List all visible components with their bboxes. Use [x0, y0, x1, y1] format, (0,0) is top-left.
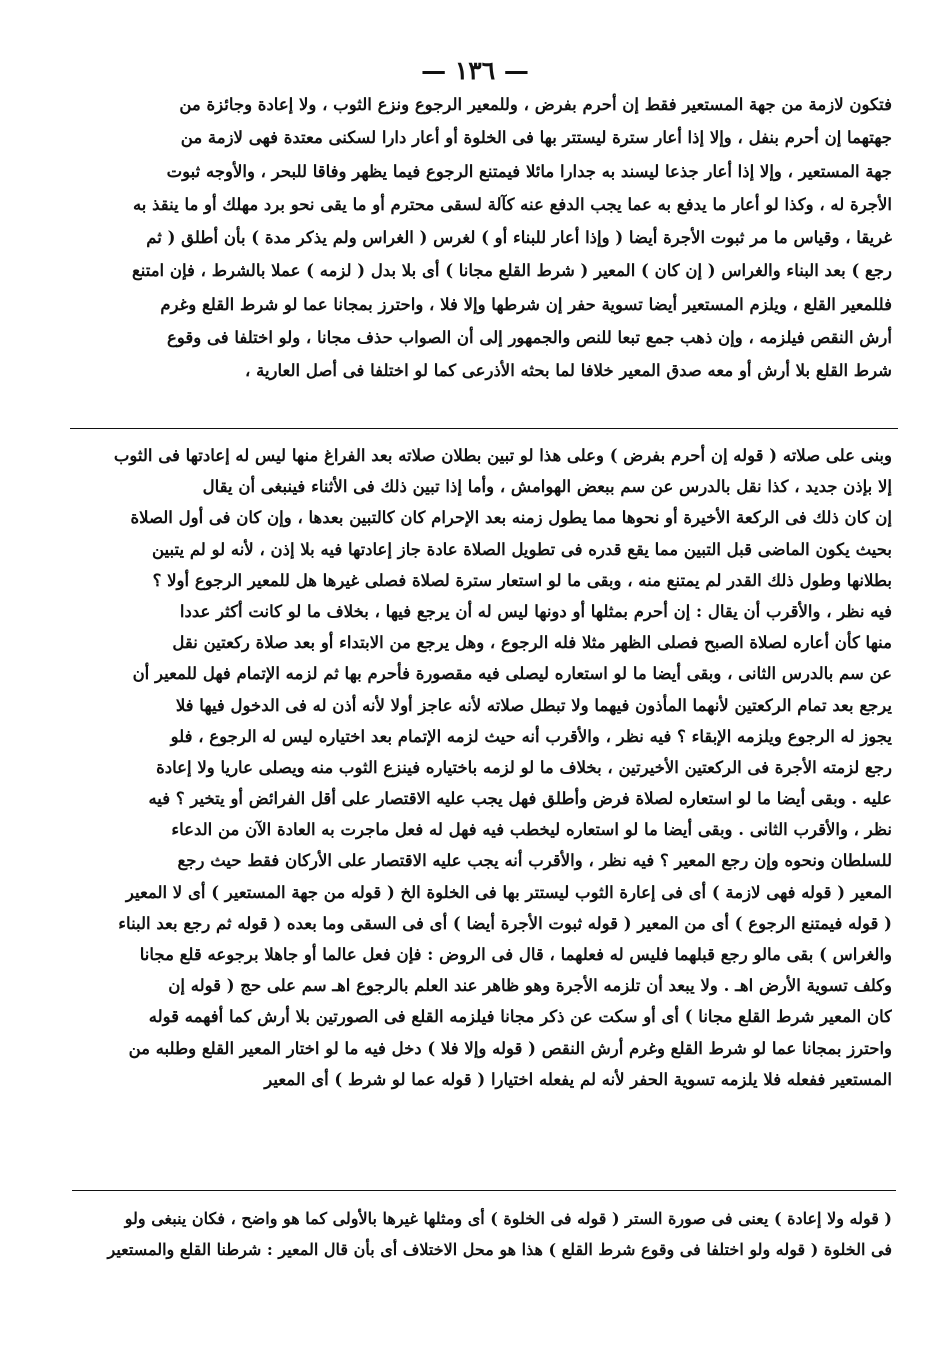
footnote-line: ( قوله ولا إعادة ) يعنى فى صورة الستر ( قوله فى الخلوة ) أى ومثلها غيرها بالأولى كما هو واضح ، فكان ينبغى ولو — [124, 1209, 892, 1228]
commentary-line: للسلطان ونحوه وإن رجع المعير ؟ فيه نظر ، والأقرب أنه يجب عليه الاقتصار على الأركان فقط حيث رجع — [177, 851, 892, 871]
commentary-line: منها كأن أعاره لصلاة الصبح فصلى الظهر مثلا فله الرجوع ، وهل يرجع من الابتداء أو بعد صلاة ركعتين نقل — [172, 633, 892, 653]
text-line: غريقا ، وقياس ما مر ثبوت الأجرة أيضا ( وإذا أعار للبناء أو ) لغرس ( الغراس ولم يذكر مدة ) بأن أطلق ( ثم — [146, 228, 892, 248]
text-line: أرش النقص فيلزمه ، وإن ذهب جمع تبعا للنص والجمهور إلى أن الصواب حذف مجانا ، ولو اختلفا فى وقوع — [166, 328, 892, 348]
commentary-line: كان المعير شرط القلع مجانا ) أى أو سكت عن ذكر مجانا فيلزمه القلع فى الصورتين بلا أرش كما أفهمه قوله — [148, 1007, 892, 1027]
commentary-line: وكلف تسوية الأرض اهـ . ولا يبعد أن تلزمه الأجرة وهو ظاهر عند العلم بالرجوع اهـ سم على حج ( قوله إن — [168, 976, 892, 996]
commentary-line: والغراس ) بقى مالو رجع قبلهما فليس له فعلهما ، قال فى الروض : فإن فعل عالما أو جاهلا برجوعه قلع مجانا — [139, 945, 892, 964]
text-line: الأجرة له ، وكذا لو أعار ما يدفع به عما يجب الدفع عنه كآلة لسقى محترم أو ما يقى نحو برد مهلك أو ما ينقذ به — [132, 194, 892, 214]
footnote-text — [72, 1203, 892, 1265]
commentary-line: وبنى على صلاته ( قوله إن أحرم بفرض ) وعلى هذا لو تبين بطلان صلاته بعد الفراغ منها ليس له إعادتها فى الثوب — [113, 446, 892, 465]
commentary-line: رجع لزمته الأجرة فى الركعتين الأخيرتين ، بخلاف ما لو لزمه باختياره فينزع الثوب منه ويصلى عاريا ولا إعادة — [156, 757, 892, 777]
commentary-line: نظر ، والأقرب الثانى . وبقى أيضا ما لو استعاره ليخطب فيه فهل له فعل ماجرت به العادة الآن من الدعاء — [171, 820, 892, 840]
commentary-line: عن سم بالدرس الثانى ، وبقى أيضا ما لو استعاره ليصلى فيه مقصورة فأحرم بها ثم لزمه الإتمام فهل للمعير أن — [132, 664, 892, 684]
text-line: شرط القلع بلا أرش أو معه صدق المعير خلافا لما بحثه الأذرعى كما لو اختلفا فى أصل العارية ، — [245, 361, 892, 381]
page-number: — ١٣٦ — — [421, 56, 529, 85]
commentary-line: واحترز بمجانا عما لو شرط القلع وغرم أرش النقص ( قوله وإلا فلا ) دخل فيه ما لو اختار المعير القلع وطلبه من — [128, 1038, 892, 1058]
footnote-divider — [72, 1190, 896, 1191]
text-line: رجع ) بعد البناء والغراس ( إن كان ) المعير ( شرط القلع مجانا ) أى بلا بدل ( لزمه ) عملا بالشرط ، فإن امتنع — [131, 261, 892, 281]
commentary-line: المستعير ففعله فلا يلزمه تسوية الحفر لأنه لم يفعله اختيارا ( قوله عما لو شرط ) أى المعير — [264, 1069, 892, 1089]
commentary-line: إن كان ذلك فى الركعة الأخيرة أو نحوها مما يطول زمنه بعد الإحرام كان كالتبين بعدها ، وإن كان فى أول الصلاة — [130, 508, 892, 528]
commentary-line: بحيث يكون الماضى قبل التبين مما يقع قدره فى تطويل الصلاة عادة جاز إعادتها فيه بلا إذن ، لأنه لو لم يتبين — [151, 539, 892, 559]
text-line: جهتهما إن أحرم بنفل ، وإلا إذا أعار سترة ليستتر بها فى الخلوة أو أعار دارا لسكنى معتدة فهى لازمة من — [180, 128, 892, 148]
text-line: فتكون لازمة من جهة المستعير فقط إن أحرم بفرض ، وللمعير الرجوع ونزع الثوب ، ولا إعادة وجائزة من — [179, 95, 892, 114]
text-line: جهة المستعير ، وإلا إذا أعار جذعا ليسند به جدارا مائلا فيمتنع الرجوع فيما يظهر وفاقا للبحر ، والأوجه ثبوت — [166, 161, 892, 181]
commentary-line: يرجع بعد تمام الركعتين لأنهما المأذون فيهما ولا تبطل صلاته لأنه عاجز أولا لأنه أذن له فى الدخول فيها فلا — [175, 695, 892, 715]
commentary-line: فيه نظر ، والأقرب أن يقال : إن أحرم بمثلها أو دونها ليس له أن يرجع فيها ، بخلاف ما لو كانت أكثر عددا — [179, 601, 892, 621]
commentary-line: ( قوله فيمتنع الرجوع ) أى من المعير ( قوله ثبوت الأجرة أيضا ) أى فى السقى وما بعده ( قوله ثم رجع بعد البناء — [118, 913, 892, 933]
commentary-line: المعير ( قوله فهى لازمة ) أى فى إعارة الثوب ليستتر بها فى الخلوة الخ ( قوله من جهة المستعير ) أى لا المعير — [125, 882, 892, 902]
commentary-line: إلا بإذن جديد ، كذا نقل بالدرس عن سم ببعض الهوامش ، وأما إذا تبين ذلك فى الأثناء فينبغى أن يقال — [202, 477, 892, 497]
footnote-line: فى الخلوة ( قوله ولو اختلفا فى وقوع شرط القلع ) هذا هو محل الاختلاف أى بأن قال المعير : شرطنا القلع والمستعير — [107, 1240, 892, 1259]
commentary-line: بطلانها وطول ذلك القدر لم يمتنع منه ، وبقى ما لو استعار سترة لصلاة فصلى غيرها هل للمعير الرجوع أولا ؟ — [152, 570, 892, 590]
commentary-text — [72, 440, 892, 1095]
commentary-line: عليه . وبقى أيضا ما لو استعاره لصلاة فرض وأطلق فهل يجب عليه الاقتصار على أقل الفرائض أو يتخير ؟ فيه — [148, 789, 892, 809]
section-divider — [70, 428, 898, 429]
text-line: فللمعير القلع ، ويلزم المستعير أيضا تسوية حفر إن شرطها وإلا فلا ، واحترز بمجانا عما لو شرط القلع وغرم — [160, 294, 892, 314]
commentary-line: يجوز له الرجوع ويلزمه الإبقاء ؟ فيه نظر ، والأقرب أنه حيث لزمه الإتمام بعد اختياره ليس له الرجوع ، فلو — [170, 726, 892, 746]
main-text — [72, 88, 892, 388]
